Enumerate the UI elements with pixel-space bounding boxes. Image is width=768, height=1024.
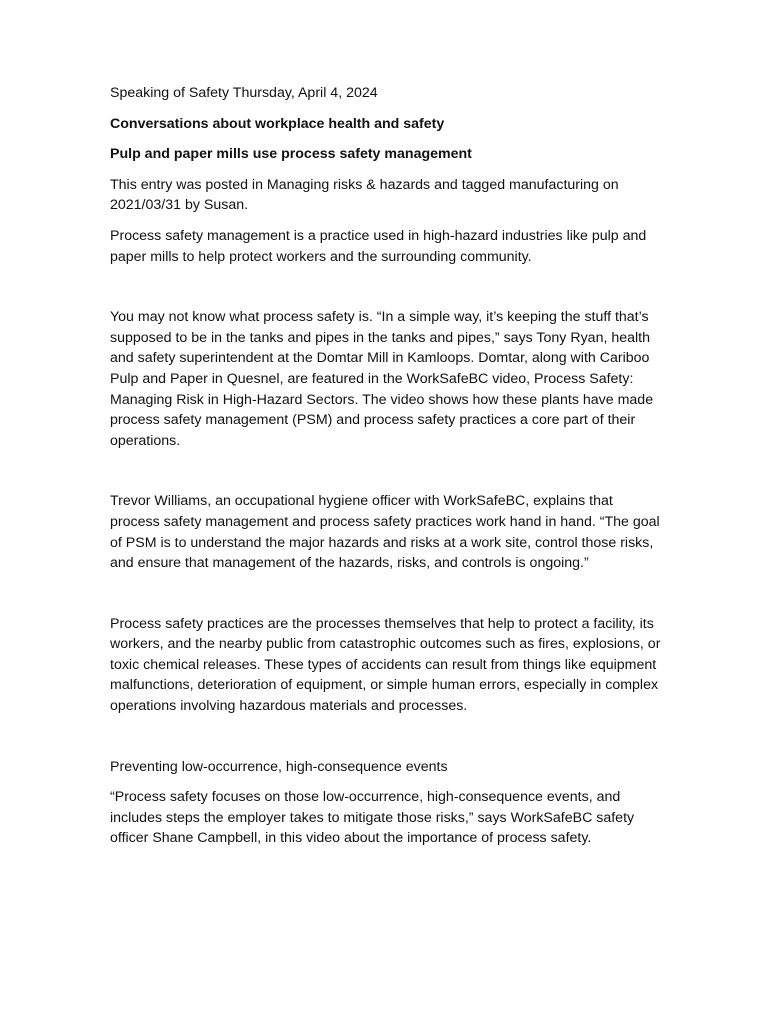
post-title: Pulp and paper mills use process safety management (110, 146, 472, 163)
header-line: Speaking of Safety Thursday, April 4, 2024 (110, 85, 378, 101)
paragraph-what-is-process-safety: You may not know what process safety is. “In a simple way, it’s keeping the stuff that’s supposed to be in the tanks and pipes in the tanks and pipes,” says Tony Ryan, health and safety superintendent at the Domtar Mill in Kamloops. Domtar, along with Cariboo Pulp and Paper in Quesnel, are featured in the WorkSafeBC video, Process Safety: Managing Risk in High-Hazard Sectors. The video shows how these plants have made process safety management (PSM) and process safety practices a core part of their operations. (110, 309, 654, 449)
paragraph-final-quote: “Process safety focuses on those low-occurrence, high-consequence events, and includes steps the employer takes to mitigate those risks,” says WorkSafeBC safety officer Shane Campbell, in this video about the importance of process safety. (110, 789, 635, 847)
post-meta: This entry was posted in Managing risks & hazards and tagged manufacturing on 2021/03/31 by Susan. (110, 176, 619, 214)
blog-tagline: Conversations about workplace health and safety (110, 115, 445, 132)
section-subheading: Preventing low-occurrence, high-consequence events (110, 758, 448, 775)
document-body (110, 83, 662, 859)
paragraph-psm-explanation: Trevor Williams, an occupational hygiene officer with WorkSafeBC, explains that process safety management and process safety practices work hand in hand. “The goal of PSM is to understand the major hazards and risks at a work site, control those risks, and ensure that management of the hazards, risks, and controls is ongoing.” (110, 493, 660, 572)
paragraph-process-safety-practices: Process safety practices are the processes themselves that help to protect a facility, its workers, and the nearby public from catastrophic outcomes such as fires, explosions, or toxic chemical releases. These types of accidents can result from things like equipment malfunctions, deterioration of equipment, or simple human errors, especially in complex operations involving hazardous materials and processes. (110, 615, 661, 715)
paragraph-intro: Process safety management is a practice used in high-hazard industries like pulp and paper mills to help protect workers and the surrounding community. (110, 227, 647, 265)
